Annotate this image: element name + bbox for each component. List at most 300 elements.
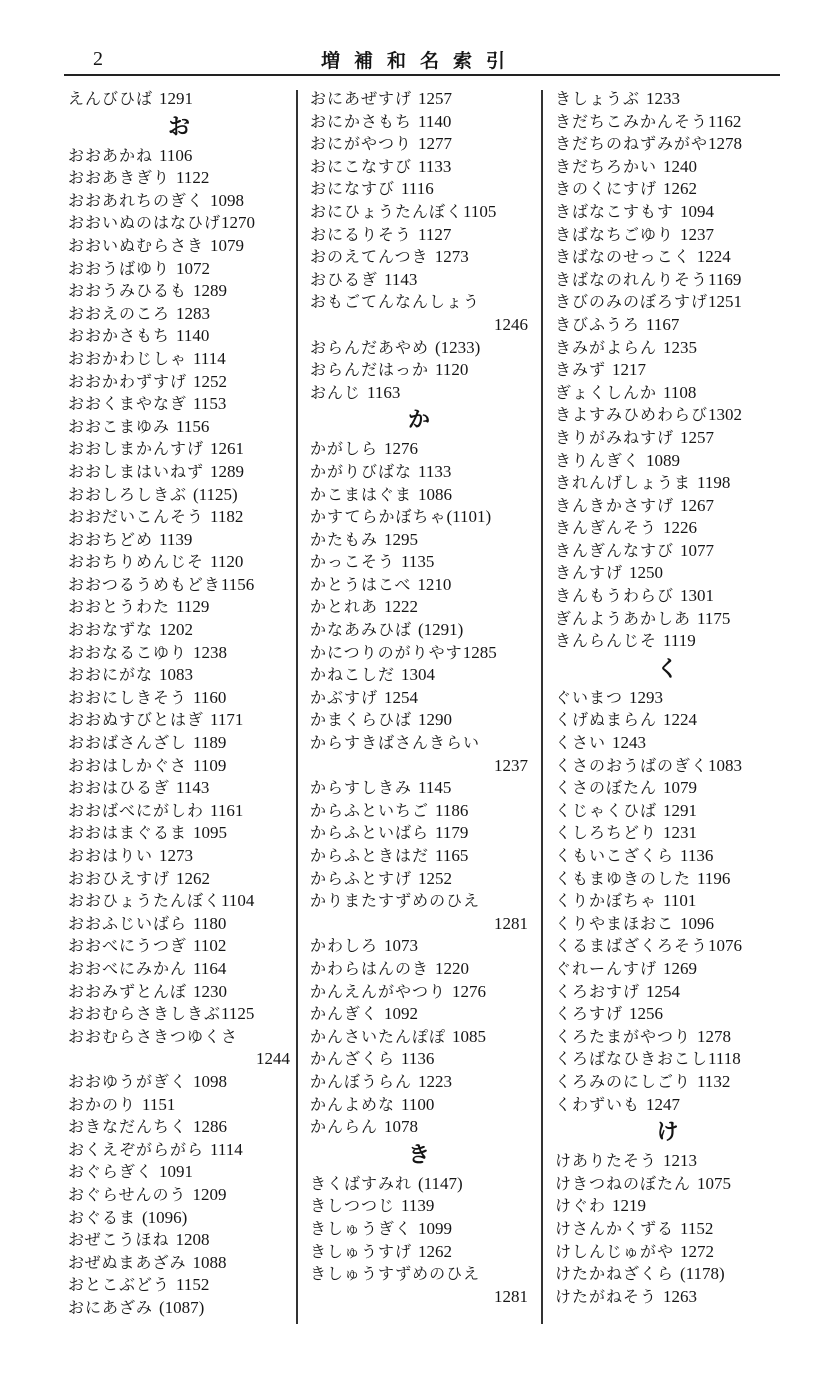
page-reference: 1118 <box>708 1049 741 1069</box>
page-reference: 1283 <box>176 303 211 323</box>
index-entry <box>68 596 290 619</box>
index-entry <box>68 619 290 642</box>
page-reference: 1224 <box>696 247 731 267</box>
index-entry <box>68 393 290 416</box>
index-entry <box>310 1026 528 1049</box>
page-reference: (1096) <box>142 1207 188 1227</box>
plant-name: かたもみ <box>310 529 379 549</box>
page-reference: 1276 <box>384 439 419 459</box>
plant-name: かとうはこべ <box>310 574 412 594</box>
plant-name: けしんじゅがや <box>555 1241 675 1261</box>
plant-name: くげぬまらん <box>555 710 658 730</box>
index-entry <box>555 890 780 913</box>
index-column-3 <box>555 88 780 1308</box>
index-entry <box>310 88 528 111</box>
page-reference: 1217 <box>612 360 647 380</box>
index-entry <box>310 822 528 845</box>
index-entry <box>555 913 780 936</box>
plant-name: おおなるこゆり <box>68 642 188 662</box>
index-entry <box>68 574 290 597</box>
index-entry <box>555 608 780 631</box>
section-heading: け <box>656 1119 679 1146</box>
plant-name: きしゅうすげ <box>310 1241 413 1261</box>
index-entry <box>555 935 780 958</box>
page-reference: 1281 <box>494 913 528 933</box>
index-entry <box>310 133 528 156</box>
page-reference: 1302 <box>708 405 743 425</box>
page-reference: 1291 <box>159 89 194 108</box>
plant-name: おらんだあやめ <box>310 337 430 357</box>
plant-name: おひるぎ <box>310 269 379 289</box>
page-reference: 1073 <box>384 936 419 956</box>
page-reference: 1125 <box>221 1004 255 1024</box>
index-entry <box>310 958 528 981</box>
index-entry <box>555 1263 780 1286</box>
index-entry <box>310 777 528 800</box>
plant-name: おおかさもち <box>68 326 171 346</box>
plant-name: きみず <box>555 360 607 380</box>
plant-name: おにかさもち <box>310 111 413 131</box>
index-entry <box>310 868 528 891</box>
index-entry <box>68 777 290 800</box>
plant-name: きだちろかい <box>555 156 658 176</box>
page-reference: 1219 <box>612 1196 647 1216</box>
index-entry <box>310 1195 528 1218</box>
plant-name: からふといばら <box>310 823 430 843</box>
index-entry <box>555 359 780 382</box>
page-reference: 1273 <box>159 846 194 865</box>
plant-name: おのえてんつき <box>310 247 429 267</box>
index-entry <box>555 178 780 201</box>
section-heading: く <box>656 655 679 682</box>
index-entry <box>555 156 780 179</box>
plant-name: おおちりめんじそ <box>68 552 205 572</box>
index-entry <box>310 1241 528 1264</box>
index-entry <box>555 1150 780 1173</box>
index-entry <box>310 800 528 823</box>
column-divider <box>541 90 543 1324</box>
page-reference: 1290 <box>418 710 453 730</box>
page-reference: 1278 <box>697 1026 732 1046</box>
page-reference: 1156 <box>176 416 210 436</box>
page-reference: 1238 <box>193 642 228 662</box>
plant-name: おおむらさきしきぶ <box>68 1004 222 1024</box>
page-reference: 1246 <box>494 314 528 334</box>
plant-name: きしゅうぎく <box>310 1218 413 1238</box>
plant-name: おおむらさきつゆくさ <box>68 1026 239 1046</box>
index-entry <box>68 800 290 823</box>
plant-name: おぜぬまあざみ <box>68 1252 187 1272</box>
plant-name: おおこまゆみ <box>68 416 171 436</box>
index-entry-continuation <box>310 755 528 778</box>
plant-name: かわしろ <box>310 936 379 956</box>
plant-name: ぎょくしんか <box>555 382 658 402</box>
page-reference: (1233) <box>435 337 481 357</box>
plant-name: おにがやつり <box>310 134 413 154</box>
index-entry <box>68 484 290 507</box>
index-entry <box>555 495 780 518</box>
plant-name: えんびひば <box>68 89 154 108</box>
plant-name: くりかぼちゃ <box>555 891 658 911</box>
page-reference: 1252 <box>418 868 453 888</box>
index-entry <box>555 427 780 450</box>
index-entry <box>310 1263 528 1286</box>
page-reference: 1257 <box>680 427 715 447</box>
index-entry <box>68 1094 290 1117</box>
page-reference: 1261 <box>210 439 245 459</box>
index-entry <box>310 359 528 382</box>
index-entry <box>555 1071 780 1094</box>
index-entry <box>555 382 780 405</box>
page-reference: 1278 <box>708 134 743 154</box>
plant-name: きばなこすもす <box>555 201 675 221</box>
index-entry <box>555 630 780 653</box>
page-reference: 1153 <box>193 394 227 414</box>
page-reference: 1256 <box>629 1004 664 1024</box>
page-reference: 1145 <box>418 778 452 798</box>
index-entry <box>310 709 528 732</box>
plant-name: おおいぬのはなひげ <box>68 213 222 233</box>
index-entry <box>310 337 528 360</box>
plant-name: かにつりのがりやす <box>310 642 463 662</box>
index-entry-continuation <box>68 1048 290 1071</box>
page-reference: 1276 <box>452 981 487 1001</box>
page-reference: 1160 <box>193 687 227 707</box>
index-entry <box>310 1116 528 1139</box>
page-reference: 1291 <box>663 800 698 820</box>
page-reference: 1120 <box>435 360 469 380</box>
plant-name: おかのり <box>68 1094 137 1114</box>
plant-name: きばなのれんりそう <box>555 269 709 289</box>
page-reference: 1120 <box>210 552 244 572</box>
plant-name: くろすげ <box>555 1004 624 1024</box>
page-reference: 1304 <box>401 665 436 685</box>
page-reference: 1135 <box>401 552 435 572</box>
page-reference: 1096 <box>680 913 715 933</box>
index-entry <box>310 619 528 642</box>
page-reference: 1165 <box>435 846 469 865</box>
page-reference: 1223 <box>418 1071 453 1091</box>
index-entry <box>68 416 290 439</box>
index-entry <box>68 709 290 732</box>
plant-name: くさい <box>555 733 607 753</box>
page-reference: 1102 <box>193 936 227 956</box>
page-reference: 1301 <box>680 586 715 606</box>
index-entry <box>555 314 780 337</box>
page-reference: 1136 <box>680 846 714 865</box>
page-reference: 1075 <box>697 1173 732 1193</box>
page-reference: 1289 <box>193 281 228 301</box>
plant-name: おおあかね <box>68 145 154 165</box>
page-reference: 1164 <box>193 958 227 978</box>
index-entry <box>68 1003 290 1026</box>
index-entry <box>310 642 528 665</box>
section-heading: き <box>407 1141 430 1168</box>
index-entry <box>68 529 290 552</box>
plant-name: きばなちごゆり <box>555 224 675 244</box>
page-reference: 1289 <box>210 461 245 481</box>
index-entry <box>68 755 290 778</box>
page-reference: (1291) <box>418 620 464 640</box>
plant-name: おにるりそう <box>310 224 413 244</box>
index-entry <box>310 246 528 269</box>
page-reference: 1254 <box>646 981 681 1001</box>
page-reference: 1091 <box>159 1162 194 1182</box>
page-reference: 1286 <box>193 1117 228 1137</box>
index-entry <box>68 438 290 461</box>
page-reference: 1263 <box>663 1286 698 1306</box>
index-entry <box>310 1071 528 1094</box>
index-entry <box>310 269 528 292</box>
page-reference: 1240 <box>663 156 698 176</box>
plant-name: おおべにうつぎ <box>68 936 188 956</box>
plant-name: おおばべにがしわ <box>68 800 205 820</box>
plant-name: おおはひるぎ <box>68 778 171 798</box>
index-entry <box>555 1241 780 1264</box>
plant-name: くもいこざくら <box>555 846 675 865</box>
plant-name: きばなのせっこく <box>555 247 691 267</box>
page-reference: 1098 <box>193 1071 228 1091</box>
page-reference: 1109 <box>193 755 227 775</box>
page-header <box>0 44 840 74</box>
plant-name: おにあざみ <box>68 1297 154 1317</box>
plant-name: きんもうわらび <box>555 586 675 606</box>
plant-name: おおはりい <box>68 846 154 865</box>
plant-name: きびふうろ <box>555 314 641 334</box>
plant-name: きんきかさすげ <box>555 495 675 515</box>
plant-name: おおぬすびとはぎ <box>68 710 205 730</box>
index-entry <box>555 1286 780 1309</box>
index-entry <box>555 687 780 710</box>
plant-name: きんぎんなすび <box>555 540 675 560</box>
index-entry <box>68 1207 290 1230</box>
plant-name: きんぎんそう <box>555 518 658 538</box>
plant-name: くろおすげ <box>555 981 641 1001</box>
index-entry <box>555 269 780 292</box>
index-entry <box>68 1229 290 1252</box>
plant-name: おおみずとんぼ <box>68 981 188 1001</box>
plant-name: からすしきみ <box>310 778 413 798</box>
plant-name: くろみのにしごり <box>555 1071 692 1091</box>
page-reference: (1101) <box>446 507 492 527</box>
page-reference: (1147) <box>418 1173 463 1193</box>
page-reference: 1252 <box>193 371 228 391</box>
index-entry <box>310 529 528 552</box>
index-entry <box>555 585 780 608</box>
index-entry <box>555 1026 780 1049</box>
index-entry <box>68 822 290 845</box>
page-reference: 1076 <box>708 936 743 956</box>
page-reference: 1088 <box>192 1252 227 1272</box>
page-reference: 1285 <box>462 642 497 662</box>
page-number: 2 <box>93 48 103 70</box>
column-divider <box>296 90 298 1324</box>
page-reference: 1180 <box>193 913 227 933</box>
index-entry-continuation <box>310 1286 528 1309</box>
index-entry <box>68 506 290 529</box>
index-entry <box>555 133 780 156</box>
plant-name: かすてらかぼちゃ <box>310 507 447 527</box>
plant-name: けたかねざくら <box>555 1264 675 1284</box>
index-entry <box>555 868 780 891</box>
page-reference: 1140 <box>176 326 210 346</box>
index-entry <box>555 562 780 585</box>
plant-name: かとれあ <box>310 597 379 617</box>
page-reference: 1224 <box>663 710 698 730</box>
page-reference: 1094 <box>680 201 715 221</box>
page-reference: 1281 <box>494 1286 528 1306</box>
page-reference: 1267 <box>680 495 715 515</box>
page-reference: 1222 <box>384 597 419 617</box>
page-reference: 1162 <box>708 111 742 131</box>
page-reference: 1079 <box>663 778 698 798</box>
plant-name: かんえんがやつり <box>310 981 447 1001</box>
plant-name: かわらはんのき <box>310 958 430 978</box>
page-reference: 1078 <box>384 1117 419 1137</box>
index-entry <box>555 450 780 473</box>
page-reference: 1105 <box>463 201 497 221</box>
index-entry <box>310 484 528 507</box>
plant-name: くさのおうばのぎく <box>555 755 709 775</box>
plant-name: おもごてんなんしょう <box>310 292 481 312</box>
page-reference: 1104 <box>221 891 255 911</box>
plant-name: くさのぼたん <box>555 778 658 798</box>
index-entry <box>555 517 780 540</box>
index-entry <box>310 551 528 574</box>
plant-name: かんぎく <box>310 1004 379 1024</box>
index-entry <box>310 664 528 687</box>
page-reference: 1231 <box>663 823 698 843</box>
plant-name: かっこそう <box>310 552 396 572</box>
page-reference: 1273 <box>434 247 469 267</box>
index-entry <box>555 822 780 845</box>
plant-name: けたがねそう <box>555 1286 658 1306</box>
plant-name: おおひえすげ <box>68 868 171 888</box>
index-entry <box>68 1116 290 1139</box>
plant-name: おおにしきそう <box>68 687 188 707</box>
page-reference: 1237 <box>494 755 528 775</box>
plant-name: かんよめな <box>310 1094 396 1114</box>
page-reference: 1143 <box>384 269 418 289</box>
page-reference: 1163 <box>367 382 401 402</box>
index-entry <box>68 1252 290 1275</box>
plant-name: おおだいこんそう <box>68 507 205 527</box>
index-entry <box>310 438 528 461</box>
index-entry <box>68 1184 290 1207</box>
plant-name: かがりびばな <box>310 461 413 481</box>
index-entry <box>310 1003 528 1026</box>
page-reference: 1233 <box>646 89 681 108</box>
header-rule <box>64 74 780 76</box>
page-reference: 1237 <box>680 224 715 244</box>
plant-name: おおゆうがぎく <box>68 1071 188 1091</box>
index-entry <box>310 890 528 913</box>
index-entry <box>310 1218 528 1241</box>
plant-name: ぐいまつ <box>555 687 624 707</box>
plant-name: からふとすげ <box>310 868 413 888</box>
plant-name: けきつねのぼたん <box>555 1173 692 1193</box>
index-entry <box>310 981 528 1004</box>
section-heading: お <box>167 113 190 140</box>
index-entry <box>310 382 528 405</box>
plant-name: きしゅうすずめのひえ <box>310 1264 481 1284</box>
index-entry <box>555 291 780 314</box>
plant-name: おおあきぎり <box>68 168 171 188</box>
page-reference: 1262 <box>663 179 698 199</box>
plant-name: くるまばざくろそう <box>555 936 709 956</box>
plant-name: きだちのねずみがや <box>555 134 709 154</box>
plant-name: きくばすみれ <box>310 1173 413 1193</box>
plant-name: きんらんじそ <box>555 631 658 651</box>
index-entry <box>555 337 780 360</box>
page-reference: 1129 <box>176 597 210 617</box>
plant-name: おおなずな <box>68 620 154 640</box>
plant-name: くしろちどり <box>555 823 658 843</box>
page-reference: (1087) <box>159 1297 205 1317</box>
plant-name: おおいぬむらさき <box>68 235 205 255</box>
page-reference: 1156 <box>220 574 255 594</box>
page-reference: 1098 <box>210 190 245 210</box>
plant-name: きびのみのぼろすげ <box>555 292 709 312</box>
page-reference: 1243 <box>612 733 647 753</box>
plant-name: けさんかくずる <box>555 1218 675 1238</box>
plant-name: かんぼうらん <box>310 1071 413 1091</box>
plant-name: きみがよらん <box>555 337 658 357</box>
plant-name: おおひょうたんぼく <box>68 891 222 911</box>
index-entry <box>68 348 290 371</box>
index-column-2 <box>310 88 528 1308</box>
page-reference: 1133 <box>418 461 452 481</box>
index-entry <box>555 88 780 111</box>
plant-name: きれんげしょうま <box>555 473 692 493</box>
plant-name: おおうばゆり <box>68 258 171 278</box>
plant-name: かりまたすずめのひえ <box>310 891 481 911</box>
page-reference: 1079 <box>210 235 245 255</box>
plant-name: おおとうわた <box>68 597 171 617</box>
page-reference: 1220 <box>435 958 470 978</box>
page-reference: (1178) <box>680 1264 725 1284</box>
plant-name: おとこぶどう <box>68 1275 171 1295</box>
plant-name: おらんだはっか <box>310 360 430 380</box>
page-reference: 1175 <box>697 608 731 628</box>
index-entry <box>310 224 528 247</box>
page-reference: 1182 <box>210 507 244 527</box>
index-entry <box>68 890 290 913</box>
index-entry <box>555 404 780 427</box>
index-entry <box>68 1071 290 1094</box>
page-reference: 1122 <box>176 168 210 188</box>
plant-name: おおばさんざし <box>68 733 188 753</box>
plant-name: おおしまはいねず <box>68 461 205 481</box>
page-reference: 1095 <box>193 823 228 843</box>
plant-name: かんざくら <box>310 1049 396 1069</box>
page-reference: 1114 <box>210 1139 243 1159</box>
index-entry <box>555 111 780 134</box>
index-entry <box>555 981 780 1004</box>
page-reference: 1262 <box>418 1241 453 1261</box>
index-entry <box>555 1048 780 1071</box>
plant-name: からすきばさんきらい <box>310 733 481 753</box>
page-reference: 1116 <box>401 179 434 199</box>
index-entry <box>555 1195 780 1218</box>
index-entry <box>68 212 290 235</box>
index-entry <box>310 156 528 179</box>
plant-name: けぐわ <box>555 1196 607 1216</box>
page-reference: 1089 <box>646 450 681 470</box>
plant-name: おおくまやなぎ <box>68 394 188 414</box>
plant-name: くろばなひきおこし <box>555 1049 709 1069</box>
index-entry <box>68 664 290 687</box>
